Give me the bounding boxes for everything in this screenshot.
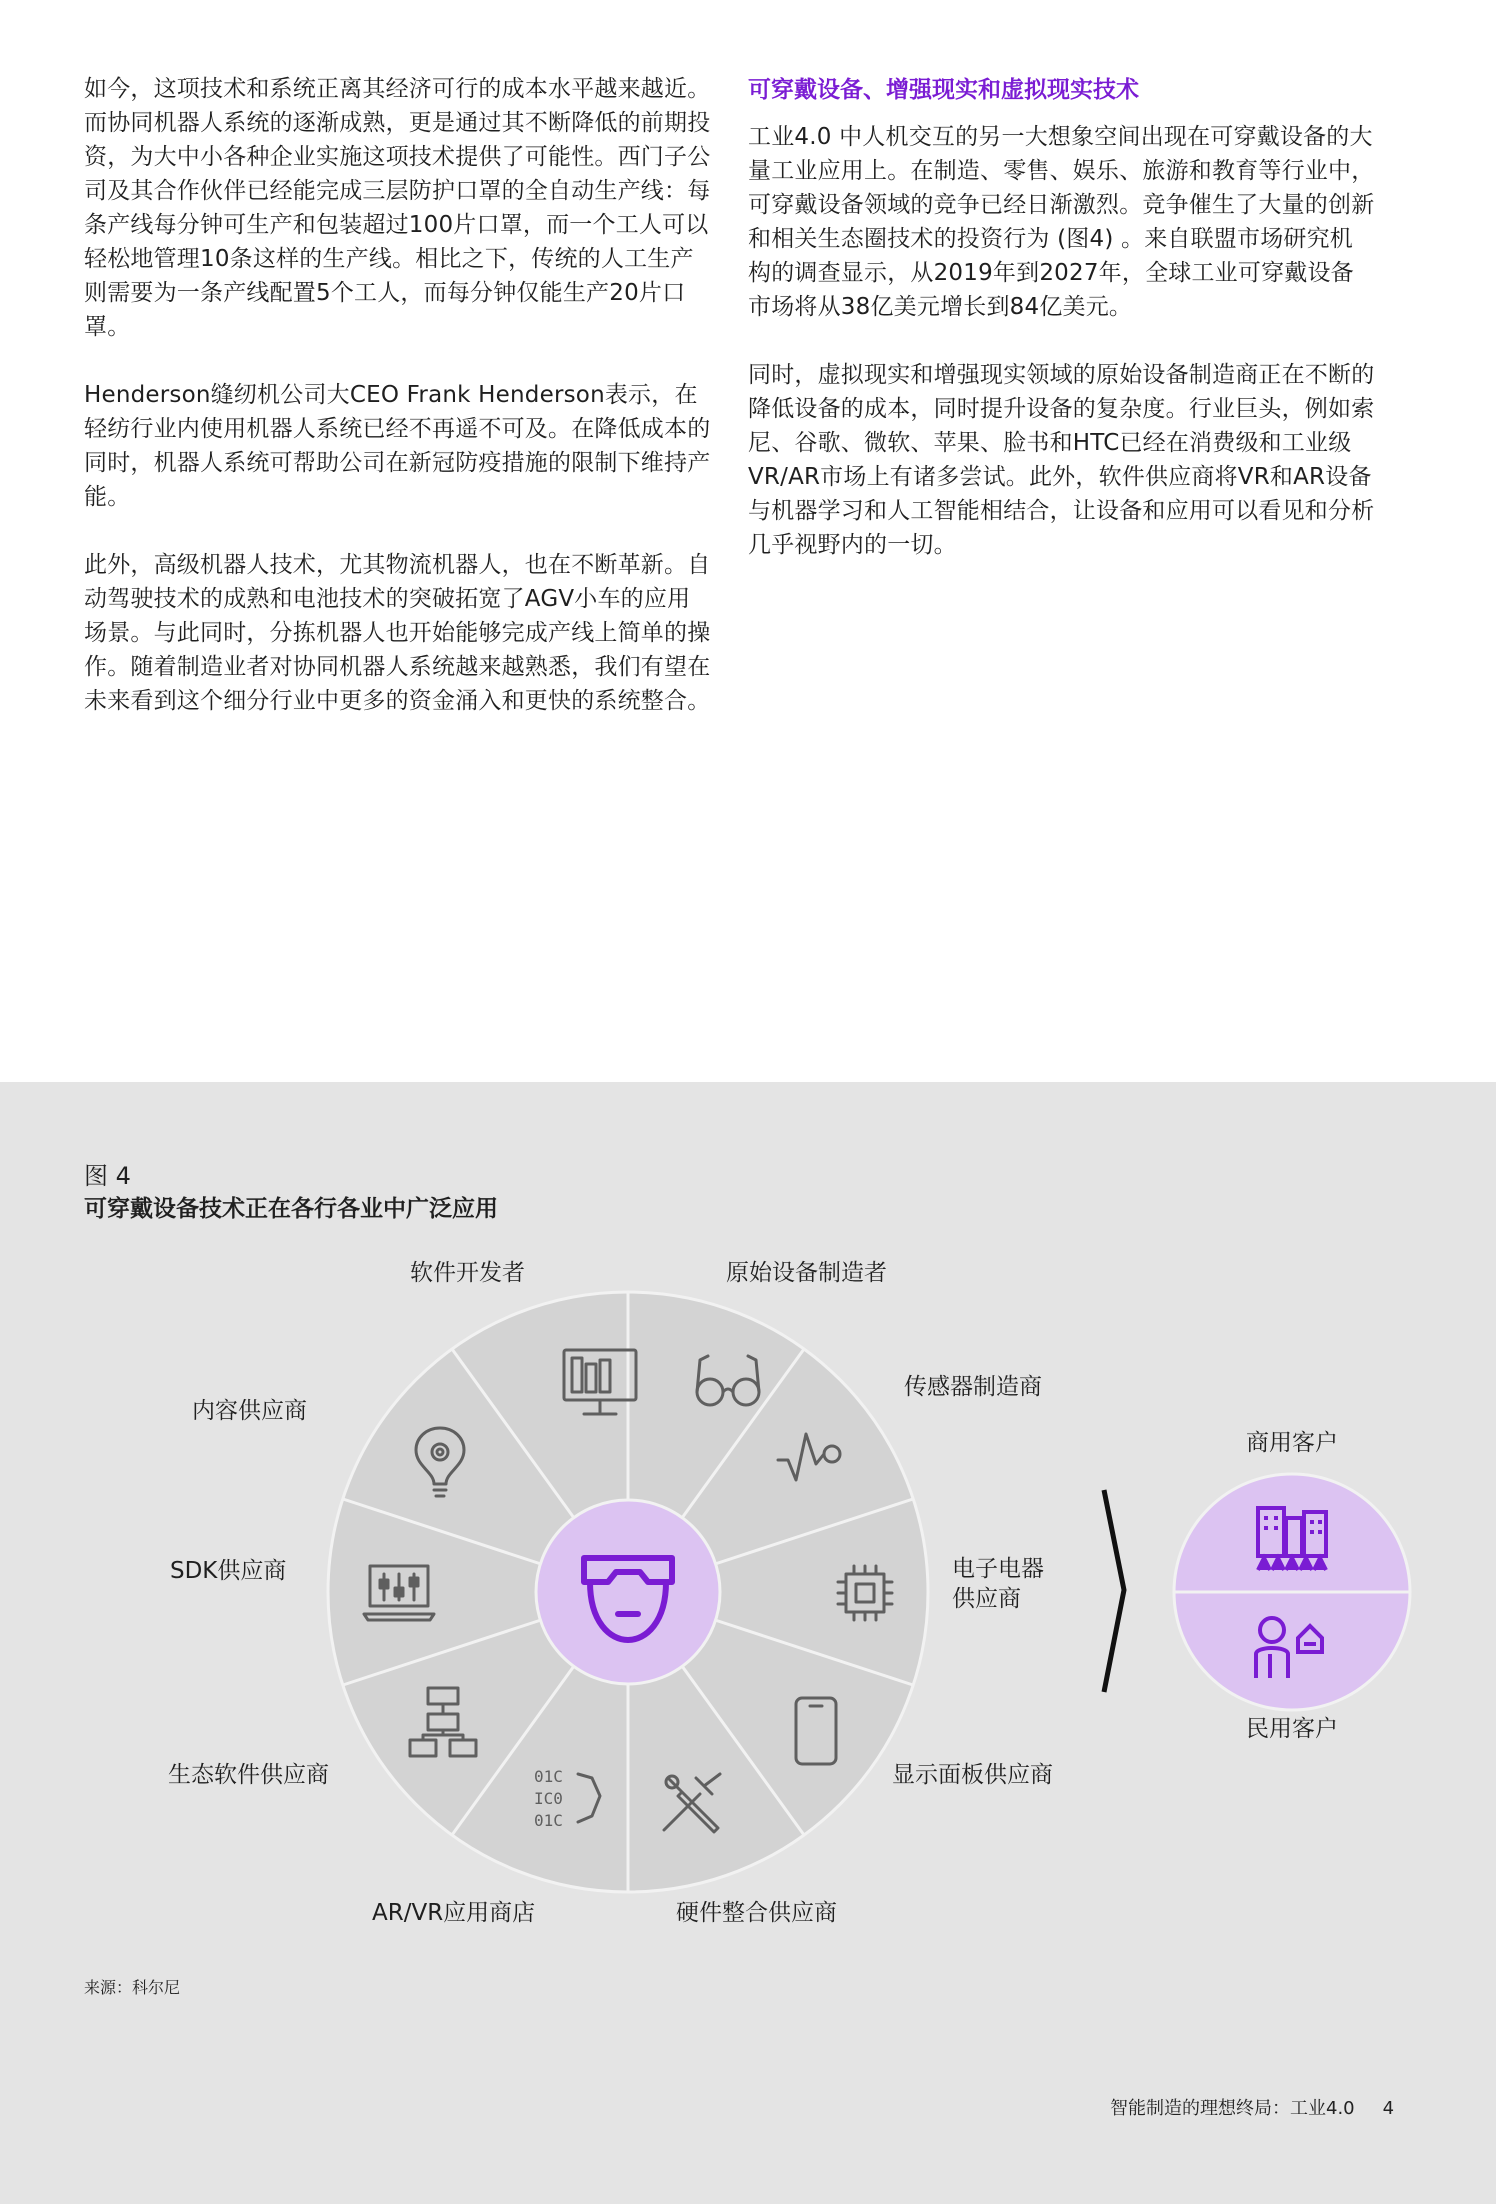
customer-circle <box>1174 1474 1410 1710</box>
body-paragraph: 如今，这项技术和系统正离其经济可行的成本水平越来越近。而协同机器人系统的逐渐成熟，更是通过其不断降低的前期投资，为大中小各种企业实施这项技术提供了可能性。西门子公司及其合作伙伴已经能完成三层防护口罩的全自动生产线：每条产线每分钟可生产和包装超过100片口罩，而一个工人可以轻松地管理10条这样的生产线。相比之下，传统的人工生产则需要为一条产线配置5个工人，而每分钟仅能生产20片口罩。 <box>84 76 711 340</box>
segment-label: 硬件整合供应商 <box>676 1900 837 1926</box>
body-paragraph: 此外，高级机器人技术，尤其物流机器人，也在不断革新。自动驾驶技术的成熟和电池技术的突破拓宽了AGV小车的应用场景。与此同时，分拣机器人也开始能够完成产线上简单的操作。随着制造业者对协同机器人系统越来越熟悉，我们有望在未来看到这个细分行业中更多的资金涌入和更快的系统整合。 <box>84 552 711 714</box>
page-number: 4 <box>1382 2098 1395 2119</box>
body-paragraph: 工业4.0 中人机交互的另一大想象空间出现在可穿戴设备的大量工业应用上。在制造、零售、娱乐、旅游和教育等行业中，可穿戴设备领域的竞争已经日渐激烈。竞争催生了大量的创新和相关生态圈技术的投资行为 (图4) 。来自联盟市场研究机构的调查显示，从2019年到2027年，全球工业可穿戴设备市场将从38亿美元增长到84亿美元。 <box>748 124 1375 320</box>
footer-title: 智能制造的理想终局：工业4.0 <box>1110 2098 1355 2119</box>
customer-label: 民用客户 <box>1246 1716 1338 1742</box>
segment-label: 软件开发者 <box>410 1260 525 1286</box>
segment-label: 内容供应商 <box>192 1398 307 1424</box>
segment-label: 电子电器 供应商 <box>952 1556 1044 1612</box>
segment-label: AR/VR应用商店 <box>372 1900 536 1926</box>
section-heading: 可穿戴设备、增强现实和虚拟现实技术 <box>748 77 1139 103</box>
page-footer <box>1110 2094 1394 2120</box>
left-column <box>84 72 712 752</box>
right-column <box>748 72 1376 596</box>
body-paragraph: Henderson缝纫机公司大CEO Frank Henderson表示，在轻纺行业内使用机器人系统已经不再遥不可及。在降低成本的同时，机器人系统可帮助公司在新冠防疫措施的限制下维持产能。 <box>84 382 711 510</box>
svg-text:01C: 01C <box>534 1811 563 1830</box>
figure-title: 可穿戴设备技术正在各行各业中广泛应用 <box>84 1196 498 1222</box>
segment-label: SDK供应商 <box>170 1558 287 1584</box>
customer-label: 商用客户 <box>1246 1430 1338 1456</box>
figure-number: 图 4 <box>84 1162 131 1190</box>
ecosystem-diagram <box>0 1082 1496 1982</box>
bracket-arrow <box>1104 1490 1124 1692</box>
svg-text:01C: 01C <box>534 1767 563 1786</box>
segment-label: 传感器制造商 <box>904 1374 1042 1400</box>
segment-label: 显示面板供应商 <box>892 1762 1053 1788</box>
segment-label: 生态软件供应商 <box>168 1762 329 1788</box>
figure-source: 来源：科尔尼 <box>84 1978 181 1997</box>
svg-text:IC0: IC0 <box>534 1789 563 1808</box>
segment-label: 原始设备制造者 <box>726 1260 887 1286</box>
body-paragraph: 同时，虚拟现实和增强现实领域的原始设备制造商正在不断的降低设备的成本，同时提升设备的复杂度。行业巨头，例如索尼、谷歌、微软、苹果、脸书和HTC已经在消费级和工业级VR/AR市场上有诸多尝试。此外，软件供应商将VR和AR设备与机器学习和人工智能相结合，让设备和应用可以看见和分析几乎视野内的一切。 <box>748 362 1375 558</box>
